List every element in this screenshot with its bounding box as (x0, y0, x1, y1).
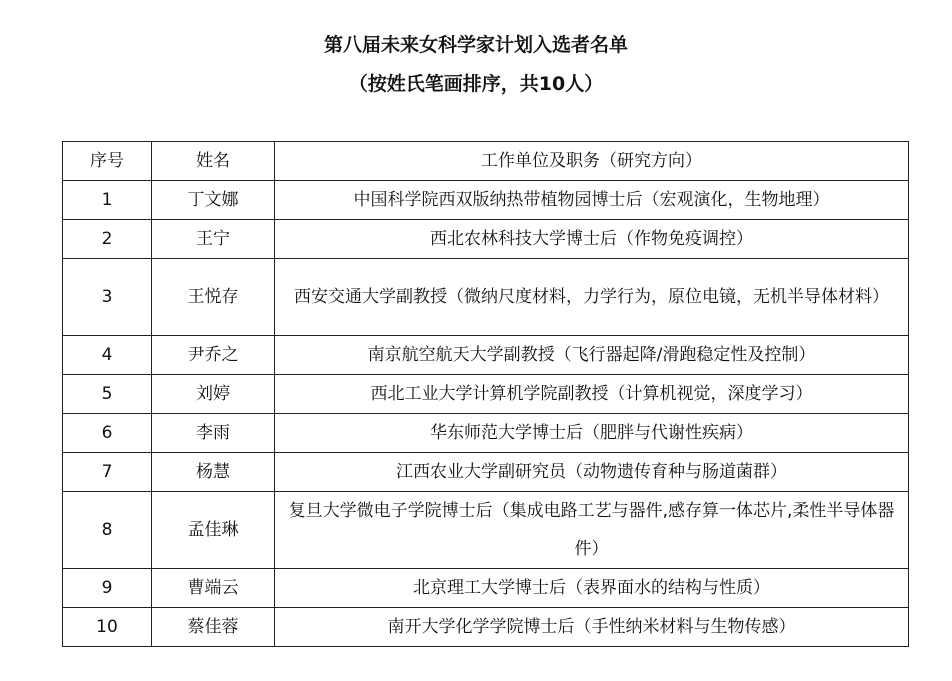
row-index: 1 (63, 181, 152, 220)
row-name: 刘婷 (152, 375, 275, 414)
table-row (63, 453, 909, 492)
row-name: 孟佳琳 (152, 492, 275, 569)
row-index: 4 (63, 336, 152, 375)
row-name: 李雨 (152, 414, 275, 453)
table-row (63, 608, 909, 647)
table-row (63, 492, 909, 569)
row-unit: 西北工业大学计算机学院副教授（计算机视觉，深度学习） (275, 375, 909, 414)
table-row (63, 414, 909, 453)
row-name: 王宁 (152, 220, 275, 259)
row-unit: 南开大学化学学院博士后（手性纳米材料与生物传感） (275, 608, 909, 647)
page-title: 第八届未来女科学家计划入选者名单 (323, 34, 628, 56)
table-header-row (63, 142, 909, 181)
row-index: 10 (63, 608, 152, 647)
row-name: 丁文娜 (152, 181, 275, 220)
row-unit: 西安交通大学副教授（微纳尺度材料，力学行为，原位电镜，无机半导体材料） (275, 259, 909, 336)
table-row (63, 375, 909, 414)
row-name: 杨慧 (152, 453, 275, 492)
row-unit: 北京理工大学博士后（表界面水的结构与性质） (275, 569, 909, 608)
row-unit: 中国科学院西双版纳热带植物园博士后（宏观演化，生物地理） (275, 181, 909, 220)
row-index: 2 (63, 220, 152, 259)
row-index: 5 (63, 375, 152, 414)
table-row (63, 336, 909, 375)
table-row (63, 569, 909, 608)
row-name: 蔡佳蓉 (152, 608, 275, 647)
row-unit: 南京航空航天大学副教授（飞行器起降/滑跑稳定性及控制） (275, 336, 909, 375)
selection-table (62, 141, 909, 647)
table-row (63, 181, 909, 220)
row-name: 尹乔之 (152, 336, 275, 375)
row-name: 曹端云 (152, 569, 275, 608)
page-subtitle: （按姓氏笔画排序，共10人） (348, 73, 604, 95)
header-name: 姓名 (152, 142, 275, 181)
row-unit: 西北农林科技大学博士后（作物免疫调控） (275, 220, 909, 259)
row-index: 9 (63, 569, 152, 608)
row-index: 6 (63, 414, 152, 453)
table-row (63, 220, 909, 259)
row-unit: 华东师范大学博士后（肥胖与代谢性疾病） (275, 414, 909, 453)
row-index: 8 (63, 492, 152, 569)
row-name: 王悦存 (152, 259, 275, 336)
row-index: 3 (63, 259, 152, 336)
table-row (63, 259, 909, 336)
row-unit: 复旦大学微电子学院博士后（集成电路工艺与器件,感存算一体芯片,柔性半导体器件） (275, 492, 909, 569)
header-index: 序号 (63, 142, 152, 181)
header-unit: 工作单位及职务（研究方向） (275, 142, 909, 181)
row-unit: 江西农业大学副研究员（动物遗传育种与肠道菌群） (275, 453, 909, 492)
row-index: 7 (63, 453, 152, 492)
